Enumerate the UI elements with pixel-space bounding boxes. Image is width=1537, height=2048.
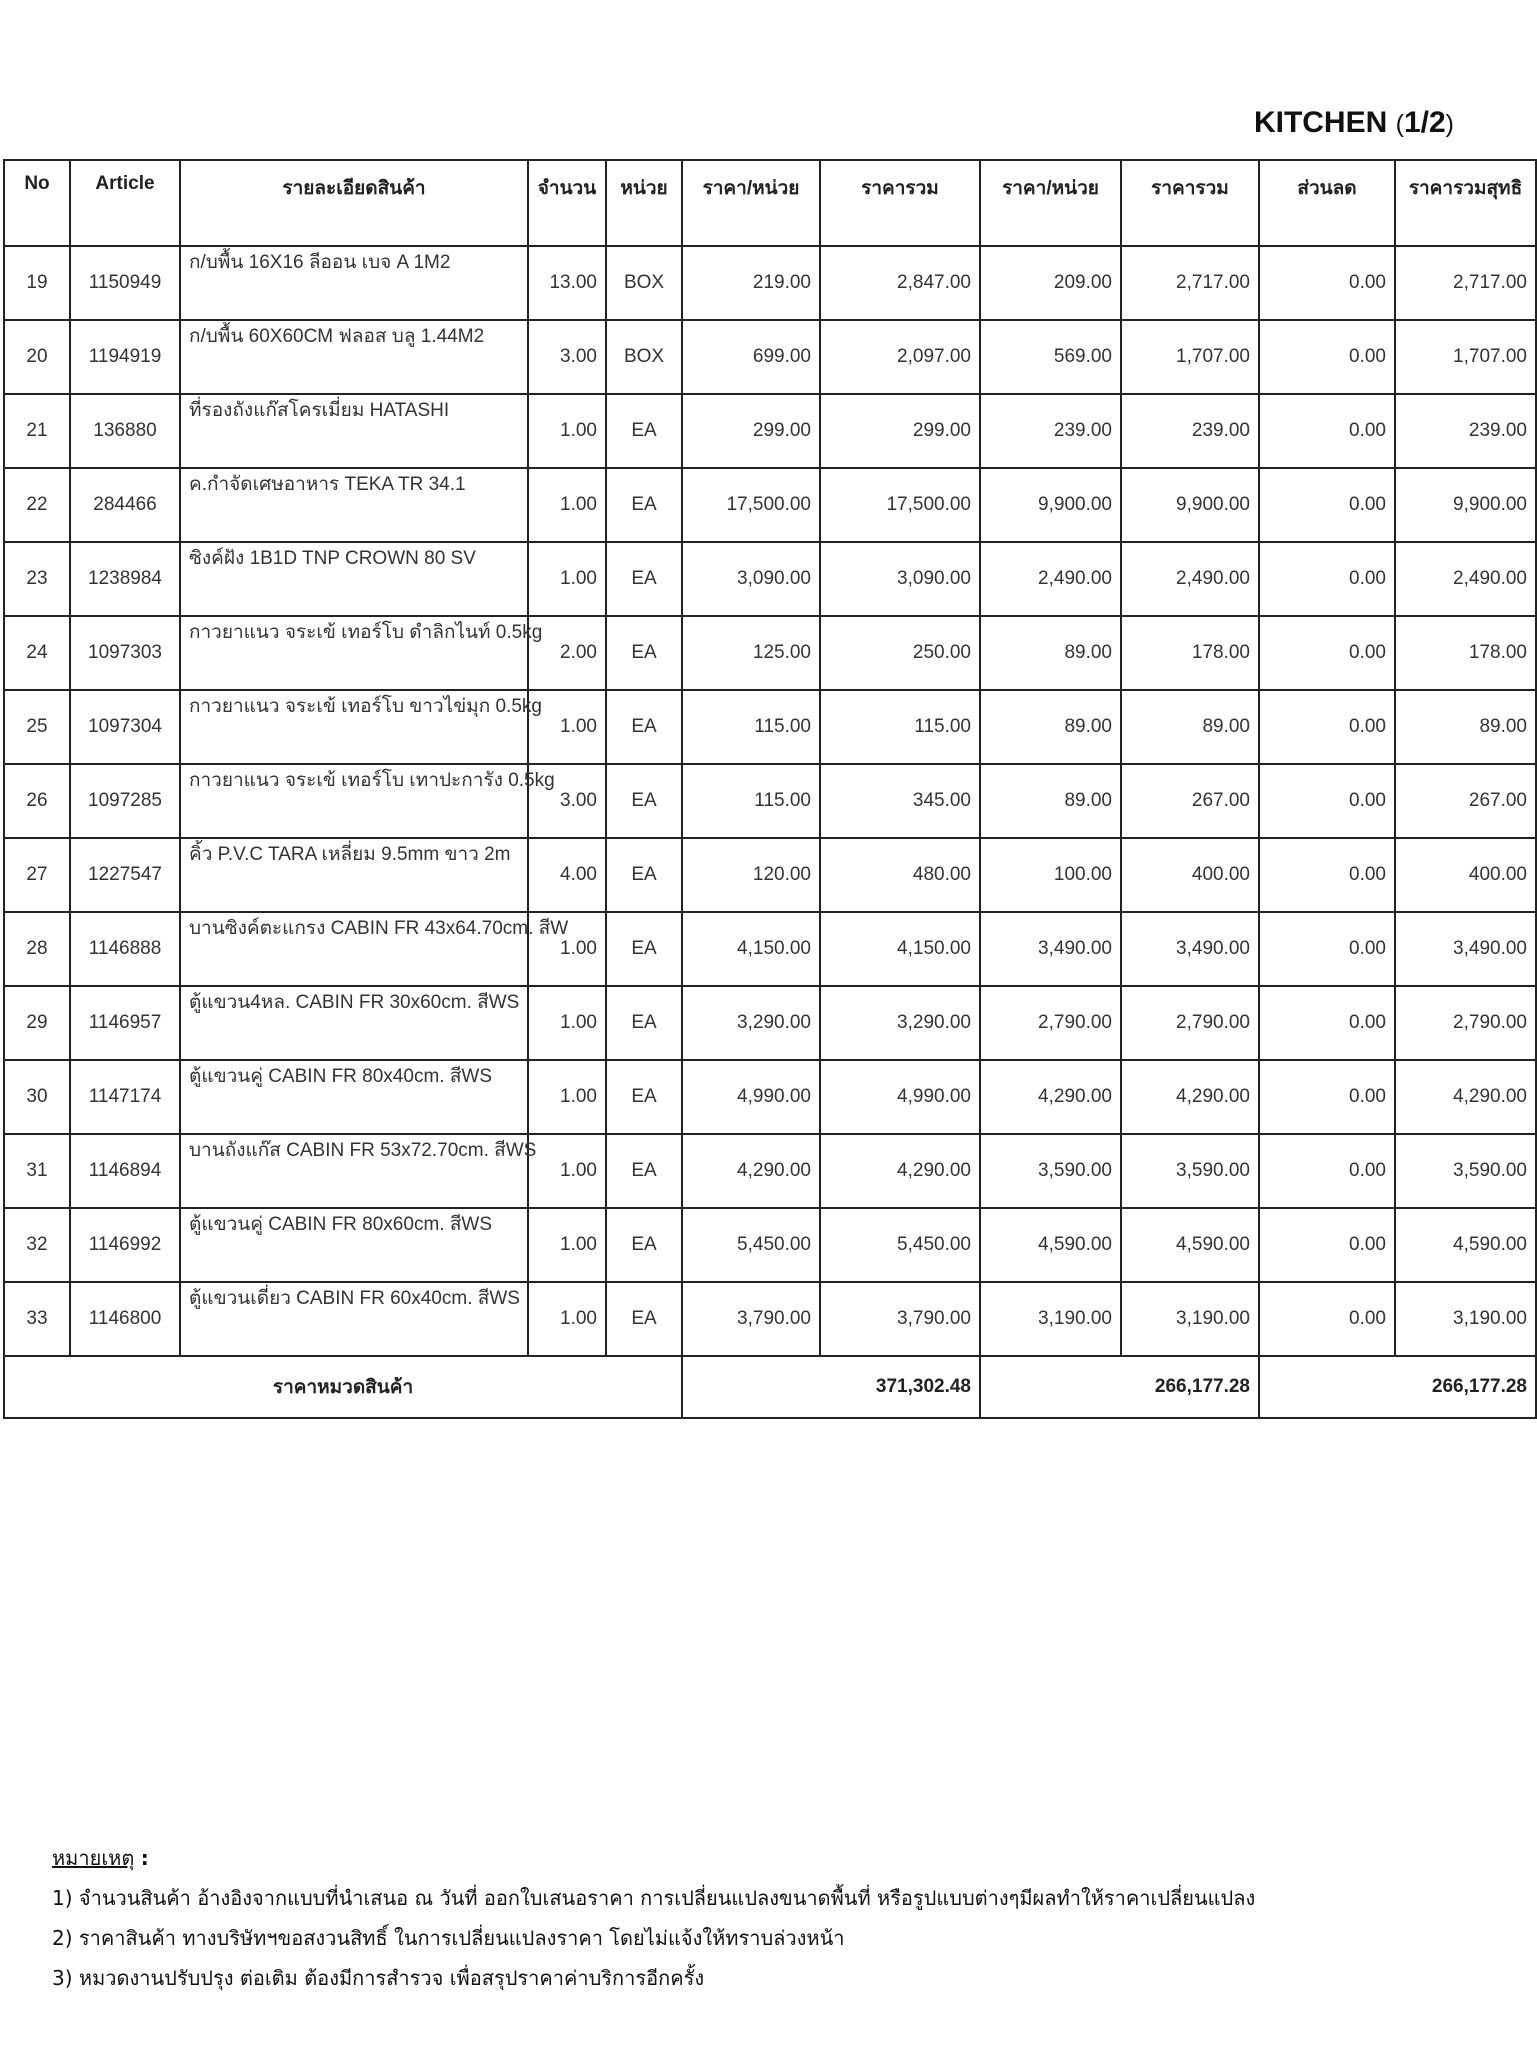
cell-article: 284466 [70,468,180,542]
cell-total: 4,990.00 [820,1060,980,1134]
col-no: No [4,160,70,246]
cell-sale-total: 4,590.00 [1121,1208,1259,1282]
col-article: Article [70,160,180,246]
cell-quantity: 2.00 [528,616,606,690]
quotation-table [3,159,1537,1419]
cell-sale-unit-price: 2,790.00 [980,986,1121,1060]
cell-net-total: 2,717.00 [1395,246,1536,320]
cell-quantity: 1.00 [528,394,606,468]
cell-total: 5,450.00 [820,1208,980,1282]
cell-no: 33 [4,1282,70,1356]
footer-total-list: 371,302.48 [682,1356,980,1418]
cell-quantity: 1.00 [528,1208,606,1282]
cell-discount: 0.00 [1259,1282,1395,1356]
footer-total-sale: 266,177.28 [980,1356,1259,1418]
cell-unit: EA [606,986,682,1060]
cell-unit: EA [606,1060,682,1134]
cell-unit-price: 115.00 [682,690,820,764]
cell-description: ตู้แขวนคู่ CABIN FR 80x60cm. สีWS [180,1208,528,1282]
cell-net-total: 267.00 [1395,764,1536,838]
cell-quantity: 1.00 [528,1060,606,1134]
table-row [4,690,1536,764]
cell-total: 4,290.00 [820,1134,980,1208]
cell-unit: EA [606,912,682,986]
cell-description: กาวยาแนว จระเข้ เทอร์โบ ขาวไข่มุก 0.5kg [180,690,528,764]
cell-net-total: 4,590.00 [1395,1208,1536,1282]
cell-article: 1150949 [70,246,180,320]
cell-discount: 0.00 [1259,1134,1395,1208]
cell-total: 299.00 [820,394,980,468]
cell-unit-price: 299.00 [682,394,820,468]
cell-sale-unit-price: 9,900.00 [980,468,1121,542]
cell-unit: EA [606,468,682,542]
title-text: KITCHEN [1253,106,1388,139]
cell-total: 2,097.00 [820,320,980,394]
cell-sale-unit-price: 2,490.00 [980,542,1121,616]
col-total: ราคารวม [820,160,980,246]
cell-unit: EA [606,1208,682,1282]
cell-net-total: 2,790.00 [1395,986,1536,1060]
table-row [4,394,1536,468]
cell-article: 1238984 [70,542,180,616]
table-row [4,1282,1536,1356]
cell-quantity: 1.00 [528,468,606,542]
cell-total: 3,090.00 [820,542,980,616]
cell-no: 27 [4,838,70,912]
cell-total: 2,847.00 [820,246,980,320]
cell-sale-unit-price: 89.00 [980,616,1121,690]
col-unit-price: ราคา/หน่วย [682,160,820,246]
cell-sale-total: 3,190.00 [1121,1282,1259,1356]
cell-total: 3,290.00 [820,986,980,1060]
cell-sale-total: 267.00 [1121,764,1259,838]
cell-sale-total: 1,707.00 [1121,320,1259,394]
table-row [4,1208,1536,1282]
cell-article: 1097303 [70,616,180,690]
cell-sale-unit-price: 209.00 [980,246,1121,320]
cell-sale-unit-price: 569.00 [980,320,1121,394]
table-row [4,986,1536,1060]
table-row [4,1134,1536,1208]
cell-unit-price: 115.00 [682,764,820,838]
cell-description: บานถังแก๊ส CABIN FR 53x72.70cm. สีWS [180,1134,528,1208]
cell-unit-price: 120.00 [682,838,820,912]
table-row [4,1060,1536,1134]
cell-unit-price: 4,990.00 [682,1060,820,1134]
cell-net-total: 3,490.00 [1395,912,1536,986]
cell-net-total: 9,900.00 [1395,468,1536,542]
cell-unit: EA [606,616,682,690]
cell-sale-total: 178.00 [1121,616,1259,690]
cell-unit-price: 125.00 [682,616,820,690]
note-line: 1) จำนวนสินค้า อ้างอิงจากแบบที่นำเสนอ ณ วันที่ ออกใบเสนอราคา การเปลี่ยนแปลงขนาดพื้นที่ หรือรูปแบบต่างๆมีผลทำให้ราคาเปลี่ยนแปลง [52,1886,1256,1910]
cell-unit-price: 4,290.00 [682,1134,820,1208]
cell-article: 1146894 [70,1134,180,1208]
table-row [4,542,1536,616]
cell-quantity: 1.00 [528,542,606,616]
cell-unit-price: 3,090.00 [682,542,820,616]
col-sale-total: ราคารวม [1121,160,1259,246]
cell-article: 1146800 [70,1282,180,1356]
cell-discount: 0.00 [1259,986,1395,1060]
cell-article: 1097285 [70,764,180,838]
cell-sale-total: 3,590.00 [1121,1134,1259,1208]
cell-unit-price: 3,790.00 [682,1282,820,1356]
cell-sale-unit-price: 239.00 [980,394,1121,468]
cell-discount: 0.00 [1259,616,1395,690]
cell-sale-total: 89.00 [1121,690,1259,764]
footer-row [4,1356,1536,1418]
cell-quantity: 13.00 [528,246,606,320]
cell-no: 23 [4,542,70,616]
page-title [1254,106,1454,140]
cell-article: 1146957 [70,986,180,1060]
cell-quantity: 1.00 [528,690,606,764]
cell-no: 31 [4,1134,70,1208]
cell-discount: 0.00 [1259,690,1395,764]
table-row [4,912,1536,986]
header-row [4,160,1536,246]
cell-description: ค.กำจัดเศษอาหาร TEKA TR 34.1 [180,468,528,542]
cell-quantity: 1.00 [528,1134,606,1208]
notes-colon: : [140,1846,149,1870]
cell-net-total: 1,707.00 [1395,320,1536,394]
cell-discount: 0.00 [1259,1208,1395,1282]
notes [52,1838,1255,1998]
cell-article: 1146992 [70,1208,180,1282]
cell-net-total: 3,590.00 [1395,1134,1536,1208]
cell-discount: 0.00 [1259,246,1395,320]
cell-net-total: 3,190.00 [1395,1282,1536,1356]
cell-sale-unit-price: 3,590.00 [980,1134,1121,1208]
cell-total: 4,150.00 [820,912,980,986]
cell-no: 32 [4,1208,70,1282]
cell-sale-total: 239.00 [1121,394,1259,468]
cell-no: 20 [4,320,70,394]
cell-quantity: 1.00 [528,986,606,1060]
cell-sale-total: 9,900.00 [1121,468,1259,542]
cell-sale-unit-price: 4,290.00 [980,1060,1121,1134]
cell-unit: EA [606,1134,682,1208]
notes-heading: หมายเหตุ [52,1846,135,1870]
cell-quantity: 4.00 [528,838,606,912]
cell-sale-unit-price: 89.00 [980,690,1121,764]
cell-unit-price: 699.00 [682,320,820,394]
cell-description: กาวยาแนว จระเข้ เทอร์โบ ดำลิกไนท์ 0.5kg [180,616,528,690]
cell-discount: 0.00 [1259,468,1395,542]
cell-description: ก/บพื้น 60X60CM ฟลอส บลู 1.44M2 [180,320,528,394]
cell-article: 1227547 [70,838,180,912]
table-row [4,246,1536,320]
note-line: 3) หมวดงานปรับปรุง ต่อเติม ต้องมีการสำรวจ เพื่อสรุปราคาค่าบริการอีกครั้ง [52,1966,705,1990]
cell-description: ตู้แขวน4หล. CABIN FR 30x60cm. สีWS [180,986,528,1060]
cell-unit-price: 219.00 [682,246,820,320]
cell-quantity: 1.00 [528,912,606,986]
title-paren-open: ( [1395,110,1404,138]
col-net-total: ราคารวมสุทธิ [1395,160,1536,246]
cell-discount: 0.00 [1259,542,1395,616]
cell-article: 1194919 [70,320,180,394]
cell-total: 250.00 [820,616,980,690]
table-row [4,764,1536,838]
cell-unit: EA [606,838,682,912]
cell-quantity: 3.00 [528,764,606,838]
cell-unit-price: 3,290.00 [682,986,820,1060]
cell-total: 345.00 [820,764,980,838]
cell-total: 115.00 [820,690,980,764]
cell-description: ซิงค์ฝัง 1B1D TNP CROWN 80 SV [180,542,528,616]
cell-unit: EA [606,764,682,838]
col-unit: หน่วย [606,160,682,246]
cell-no: 21 [4,394,70,468]
cell-sale-unit-price: 100.00 [980,838,1121,912]
cell-net-total: 89.00 [1395,690,1536,764]
title-paren-close: ) [1445,110,1454,138]
cell-total: 17,500.00 [820,468,980,542]
col-sale-unit-price: ราคา/หน่วย [980,160,1121,246]
cell-article: 1147174 [70,1060,180,1134]
cell-sale-total: 4,290.00 [1121,1060,1259,1134]
notes-heading-line [52,1838,1255,1878]
col-description: รายละเอียดสินค้า [180,160,528,246]
cell-quantity: 1.00 [528,1282,606,1356]
cell-description: ตู้แขวนเดี่ยว CABIN FR 60x40cm. สีWS [180,1282,528,1356]
cell-discount: 0.00 [1259,1060,1395,1134]
cell-no: 30 [4,1060,70,1134]
title-page: 1/2 [1403,106,1446,139]
cell-article: 136880 [70,394,180,468]
cell-unit: BOX [606,246,682,320]
cell-description: ตู้แขวนคู่ CABIN FR 80x40cm. สีWS [180,1060,528,1134]
cell-sale-unit-price: 3,190.00 [980,1282,1121,1356]
table-row [4,320,1536,394]
cell-unit: BOX [606,320,682,394]
cell-sale-total: 2,490.00 [1121,542,1259,616]
table-row [4,616,1536,690]
note-line: 2) ราคาสินค้า ทางบริษัทฯขอสงวนสิทธิ์ ในการเปลี่ยนแปลงราคา โดยไม่แจ้งให้ทราบล่วงหน้า [52,1926,845,1950]
cell-no: 22 [4,468,70,542]
cell-unit-price: 5,450.00 [682,1208,820,1282]
cell-no: 19 [4,246,70,320]
cell-discount: 0.00 [1259,838,1395,912]
cell-discount: 0.00 [1259,320,1395,394]
cell-unit-price: 4,150.00 [682,912,820,986]
cell-no: 24 [4,616,70,690]
cell-unit: EA [606,690,682,764]
cell-description: ที่รองถังแก๊สโครเมี่ยม HATASHI [180,394,528,468]
cell-net-total: 2,490.00 [1395,542,1536,616]
cell-total: 480.00 [820,838,980,912]
cell-unit: EA [606,1282,682,1356]
cell-discount: 0.00 [1259,764,1395,838]
cell-sale-total: 2,717.00 [1121,246,1259,320]
cell-net-total: 400.00 [1395,838,1536,912]
cell-sale-total: 2,790.00 [1121,986,1259,1060]
cell-unit: EA [606,542,682,616]
cell-sale-total: 3,490.00 [1121,912,1259,986]
cell-no: 29 [4,986,70,1060]
table-row [4,838,1536,912]
cell-no: 26 [4,764,70,838]
cell-description: ก/บพื้น 16X16 ลีออน เบจ A 1M2 [180,246,528,320]
cell-net-total: 178.00 [1395,616,1536,690]
cell-unit: EA [606,394,682,468]
cell-description: กาวยาแนว จระเข้ เทอร์โบ เทาปะการัง 0.5kg [180,764,528,838]
cell-total: 3,790.00 [820,1282,980,1356]
cell-net-total: 239.00 [1395,394,1536,468]
cell-article: 1146888 [70,912,180,986]
cell-sale-total: 400.00 [1121,838,1259,912]
col-discount: ส่วนลด [1259,160,1395,246]
cell-no: 25 [4,690,70,764]
cell-description: บานซิงค์ตะแกรง CABIN FR 43x64.70cm. สีW [180,912,528,986]
cell-discount: 0.00 [1259,912,1395,986]
footer-label: ราคาหมวดสินค้า [4,1356,682,1418]
cell-quantity: 3.00 [528,320,606,394]
cell-article: 1097304 [70,690,180,764]
cell-no: 28 [4,912,70,986]
cell-discount: 0.00 [1259,394,1395,468]
footer-total-net: 266,177.28 [1259,1356,1536,1418]
table-row [4,468,1536,542]
col-quantity: จำนวน [528,160,606,246]
cell-sale-unit-price: 3,490.00 [980,912,1121,986]
cell-sale-unit-price: 89.00 [980,764,1121,838]
cell-net-total: 4,290.00 [1395,1060,1536,1134]
cell-unit-price: 17,500.00 [682,468,820,542]
cell-sale-unit-price: 4,590.00 [980,1208,1121,1282]
cell-description: คิ้ว P.V.C TARA เหลี่ยม 9.5mm ขาว 2m [180,838,528,912]
